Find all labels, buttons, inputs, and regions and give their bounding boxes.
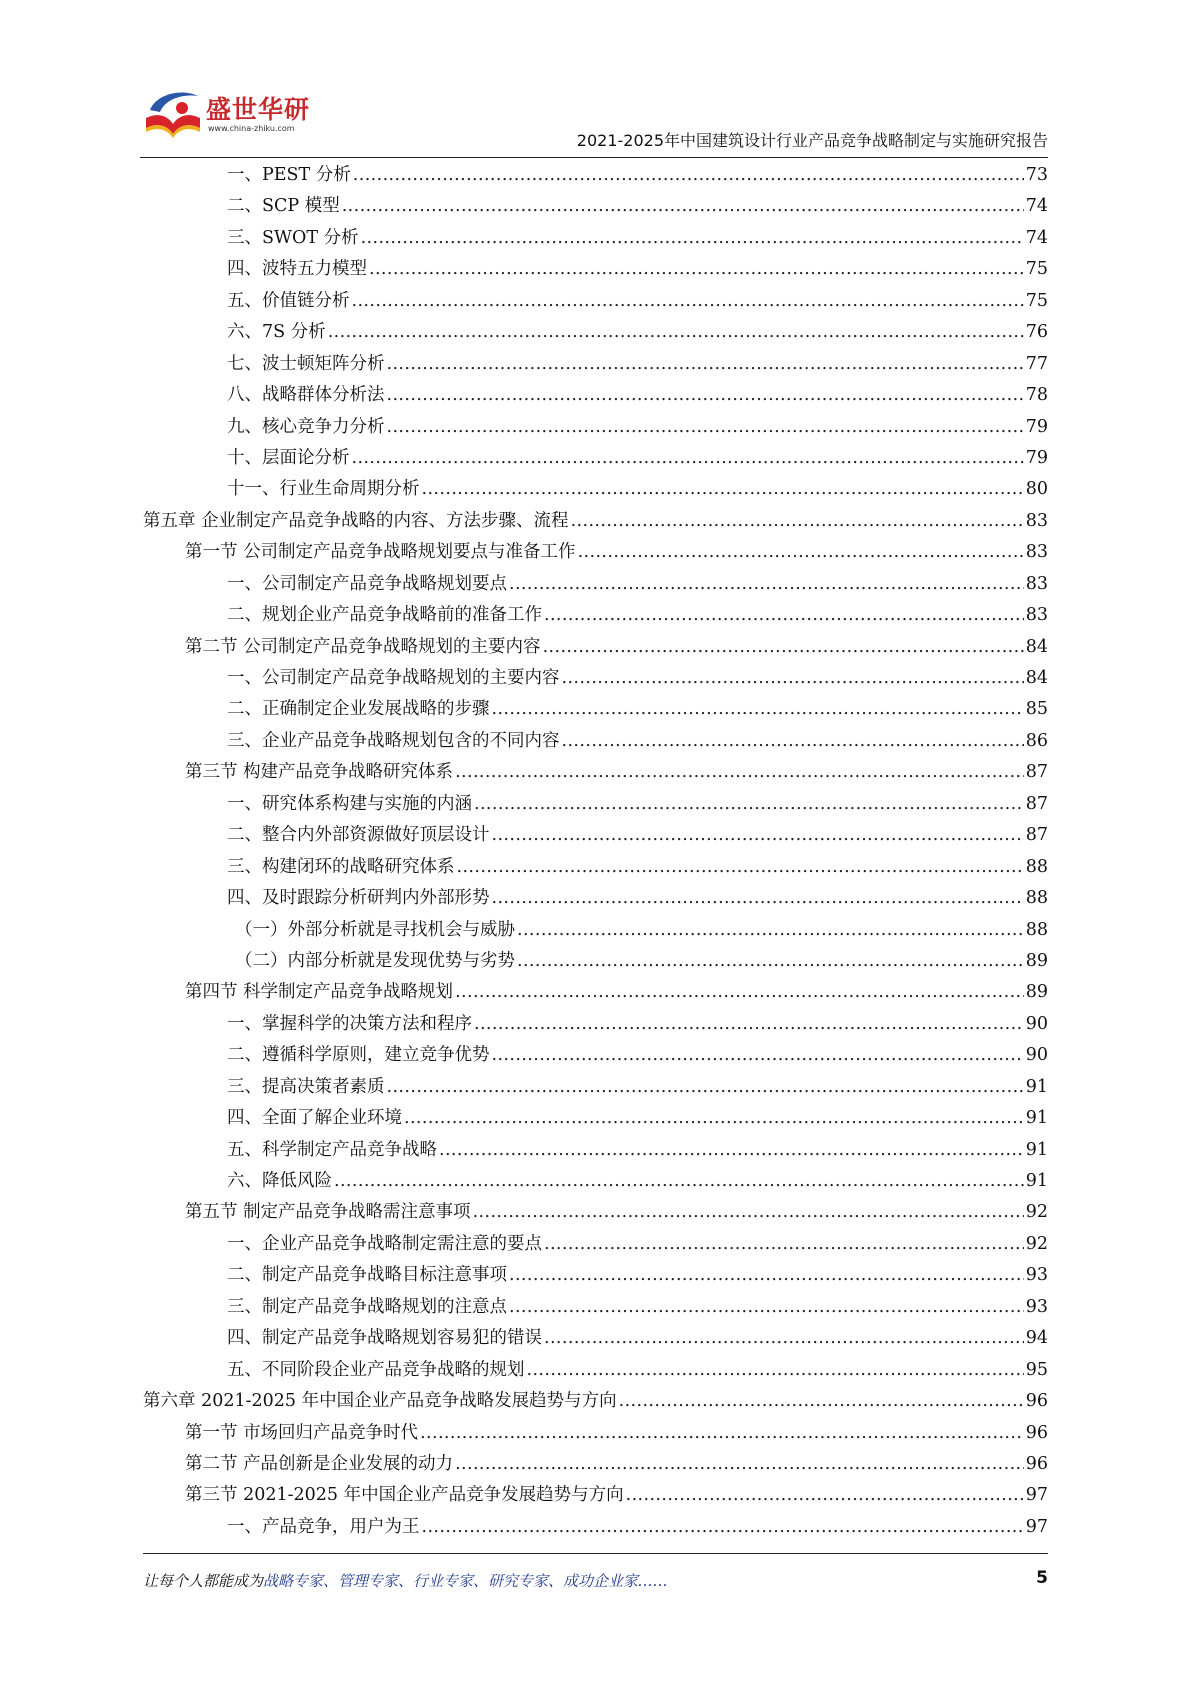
toc-leader-dots (509, 569, 1024, 600)
toc-entry-page: 89 (1025, 982, 1048, 1003)
toc-entry-title: （一）外部分析就是寻找机会与威胁 (235, 919, 515, 940)
toc-entry-title: 三、企业产品竞争战略规划包含的不同内容 (227, 730, 560, 751)
slogan-prefix: 让每个人都能成为 (143, 1572, 264, 1590)
toc-entry-title: 第五章 企业制定产品竞争战略的内容、方法步骤、流程 (143, 510, 569, 531)
toc-entry-title: 六、7S 分析 (227, 322, 326, 343)
toc-entry[interactable] (143, 1480, 1048, 1511)
toc-entry-page: 74 (1025, 196, 1048, 217)
toc-leader-dots (509, 1260, 1024, 1291)
toc-entry-page: 96 (1025, 1422, 1048, 1443)
toc-entry[interactable] (143, 1040, 1048, 1071)
toc-entry[interactable] (143, 915, 1048, 946)
toc-leader-dots (455, 1449, 1024, 1480)
toc-entry[interactable] (143, 160, 1048, 191)
toc-entry-title: 二、制定产品竞争战略目标注意事项 (227, 1265, 507, 1286)
toc-entry-title: 第二节 公司制定产品竞争战略规划的主要内容 (185, 636, 541, 657)
toc-entry[interactable] (143, 1197, 1048, 1228)
toc-entry[interactable] (143, 349, 1048, 380)
toc-entry[interactable] (143, 1166, 1048, 1197)
company-logo (140, 84, 320, 144)
toc-entry-page: 88 (1025, 888, 1048, 909)
toc-entry[interactable] (143, 1292, 1048, 1323)
toc-entry[interactable] (143, 1135, 1048, 1166)
toc-entry-page: 83 (1025, 510, 1048, 531)
toc-entry-title: 二、正确制定企业发展战略的步骤 (227, 699, 490, 720)
toc-entry[interactable] (143, 946, 1048, 977)
toc-entry-page: 92 (1025, 1233, 1048, 1254)
toc-entry-page: 86 (1025, 730, 1048, 751)
toc-entry[interactable] (143, 474, 1048, 505)
toc-entry-page: 79 (1025, 447, 1048, 468)
toc-leader-dots (342, 191, 1024, 222)
toc-leader-dots (492, 694, 1024, 725)
toc-leader-dots (543, 632, 1024, 663)
logo-name: 盛世华研 (206, 95, 311, 124)
toc-entry[interactable] (143, 726, 1048, 757)
toc-entry-page: 95 (1025, 1359, 1048, 1380)
toc-entry-title: 一、研究体系构建与实施的内涵 (227, 793, 472, 814)
toc-entry-page: 94 (1025, 1328, 1048, 1349)
toc-entry-page: 92 (1025, 1202, 1048, 1223)
toc-entry-title: 第五节 制定产品竞争战略需注意事项 (185, 1202, 471, 1223)
toc-entry[interactable] (143, 632, 1048, 663)
toc-entry[interactable] (143, 820, 1048, 851)
toc-entry[interactable] (143, 412, 1048, 443)
toc-leader-dots (517, 946, 1024, 977)
toc-leader-dots (387, 1072, 1024, 1103)
toc-entry-title: 八、战略群体分析法 (227, 385, 385, 406)
toc-entry-page: 88 (1025, 856, 1048, 877)
toc-entry-title: 三、提高决策者素质 (227, 1076, 385, 1097)
toc-leader-dots (473, 1197, 1024, 1228)
toc-entry-title: 四、及时跟踪分析研判内外部形势 (227, 888, 490, 909)
toc-entry-page: 75 (1025, 259, 1048, 280)
toc-leader-dots (619, 1386, 1024, 1417)
toc-entry-title: 第一节 公司制定产品竞争战略规划要点与准备工作 (185, 542, 576, 563)
toc-entry-title: 三、制定产品竞争战略规划的注意点 (227, 1296, 507, 1317)
toc-entry-page: 74 (1025, 227, 1048, 248)
toc-leader-dots (474, 1009, 1024, 1040)
page-number: 5 (1036, 1568, 1048, 1588)
toc-entry-title: 二、规划企业产品竞争战略前的准备工作 (227, 605, 542, 626)
toc-leader-dots (352, 443, 1024, 474)
toc-leader-dots (439, 1135, 1024, 1166)
toc-entry-title: 一、企业产品竞争战略制定需注意的要点 (227, 1233, 542, 1254)
toc-entry-page: 87 (1025, 793, 1048, 814)
toc-leader-dots (544, 1229, 1024, 1260)
toc-entry-title: （二）内部分析就是发现优势与劣势 (235, 950, 515, 971)
toc-entry-page: 96 (1025, 1453, 1048, 1474)
toc-entry-page: 83 (1025, 542, 1048, 563)
toc-leader-dots (578, 537, 1024, 568)
table-of-contents (143, 160, 1048, 1543)
toc-entry-page: 88 (1025, 919, 1048, 940)
toc-entry-title: 第二节 产品创新是企业发展的动力 (185, 1453, 454, 1474)
toc-entry[interactable] (143, 569, 1048, 600)
toc-entry-title: 十、层面论分析 (227, 447, 350, 468)
toc-entry[interactable] (143, 852, 1048, 883)
page-header (140, 78, 1048, 158)
toc-entry-page: 75 (1025, 290, 1048, 311)
toc-entry-page: 83 (1025, 573, 1048, 594)
toc-entry-page: 91 (1025, 1139, 1048, 1160)
toc-entry-title: 第一节 市场回归产品竞争时代 (185, 1422, 419, 1443)
toc-entry[interactable] (143, 1229, 1048, 1260)
toc-leader-dots (422, 1512, 1024, 1543)
toc-leader-dots (422, 474, 1024, 505)
toc-entry[interactable] (143, 286, 1048, 317)
toc-entry[interactable] (143, 254, 1048, 285)
toc-entry-title: 五、不同阶段企业产品竞争战略的规划 (227, 1359, 525, 1380)
report-title: 2021-2025年中国建筑设计行业产品竞争战略制定与实施研究报告 (576, 131, 1048, 150)
toc-entry-page: 91 (1025, 1108, 1048, 1129)
toc-entry[interactable] (143, 223, 1048, 254)
toc-entry-page: 96 (1025, 1391, 1048, 1412)
toc-leader-dots (369, 254, 1024, 285)
toc-entry-page: 97 (1025, 1485, 1048, 1506)
toc-entry[interactable] (143, 191, 1048, 222)
toc-entry[interactable] (143, 1009, 1048, 1040)
toc-leader-dots (420, 1418, 1024, 1449)
toc-leader-dots (353, 160, 1024, 191)
toc-leader-dots (626, 1480, 1024, 1511)
toc-entry-title: 一、公司制定产品竞争战略规划的主要内容 (227, 668, 560, 688)
toc-leader-dots (474, 789, 1024, 820)
toc-leader-dots (509, 1292, 1024, 1323)
toc-leader-dots (361, 223, 1024, 254)
toc-entry-title: 第六章 2021-2025 年中国企业产品竞争战略发展趋势与方向 (143, 1391, 617, 1412)
toc-leader-dots (544, 600, 1024, 631)
toc-leader-dots (455, 977, 1024, 1008)
toc-entry[interactable] (143, 1418, 1048, 1449)
toc-entry[interactable] (143, 757, 1048, 788)
toc-leader-dots (571, 506, 1024, 537)
toc-entry-page: 93 (1025, 1265, 1048, 1286)
toc-leader-dots (334, 1166, 1024, 1197)
footer-divider (143, 1553, 1048, 1554)
toc-entry-page: 83 (1025, 605, 1048, 626)
toc-entry-page: 93 (1025, 1296, 1048, 1317)
toc-entry[interactable] (143, 1323, 1048, 1354)
toc-entry[interactable] (143, 789, 1048, 820)
toc-entry-title: 一、公司制定产品竞争战略规划要点 (227, 573, 507, 594)
toc-entry[interactable] (143, 1355, 1048, 1386)
toc-entry[interactable] (143, 443, 1048, 474)
toc-entry-page: 73 (1025, 165, 1048, 185)
toc-entry[interactable] (143, 694, 1048, 725)
toc-entry-page: 85 (1025, 699, 1048, 720)
toc-entry-page: 90 (1025, 1013, 1048, 1034)
toc-entry[interactable] (143, 1449, 1048, 1480)
toc-entry-page: 84 (1025, 636, 1048, 657)
toc-leader-dots (562, 726, 1024, 757)
toc-entry-title: 四、波特五力模型 (227, 259, 367, 280)
footer-slogan (143, 1570, 668, 1591)
toc-entry-title: 第三节 构建产品竞争战略研究体系 (185, 762, 454, 783)
toc-entry-title: 三、SWOT 分析 (227, 227, 359, 248)
toc-entry-title: 六、降低风险 (227, 1171, 332, 1191)
toc-entry[interactable] (143, 1072, 1048, 1103)
toc-entry[interactable] (143, 380, 1048, 411)
toc-entry-title: 四、全面了解企业环境 (227, 1108, 402, 1129)
toc-entry[interactable] (143, 1386, 1048, 1417)
toc-entry-page: 91 (1025, 1171, 1048, 1191)
toc-entry-title: 第四节 科学制定产品竞争战略规划 (185, 982, 454, 1003)
toc-entry-title: 第三节 2021-2025 年中国企业产品竞争发展趋势与方向 (185, 1485, 624, 1506)
toc-leader-dots (387, 380, 1024, 411)
toc-entry[interactable] (143, 1512, 1048, 1543)
toc-entry-page: 80 (1025, 479, 1048, 500)
toc-entry-page: 84 (1025, 668, 1048, 688)
toc-leader-dots (492, 1040, 1024, 1071)
toc-entry-title: 四、制定产品竞争战略规划容易犯的错误 (227, 1328, 542, 1349)
toc-leader-dots (352, 286, 1024, 317)
toc-entry-page: 90 (1025, 1045, 1048, 1066)
toc-entry-page: 87 (1025, 762, 1048, 783)
toc-entry[interactable] (143, 663, 1048, 694)
toc-entry-page: 76 (1025, 322, 1048, 343)
toc-entry-page: 87 (1025, 825, 1048, 846)
toc-leader-dots (517, 915, 1024, 946)
toc-leader-dots (457, 852, 1024, 883)
toc-entry-title: 一、产品竞争，用户为王 (227, 1516, 420, 1537)
toc-entry-page: 79 (1025, 416, 1048, 437)
toc-entry-title: 九、核心竞争力分析 (227, 416, 385, 437)
toc-entry[interactable] (143, 1260, 1048, 1291)
toc-leader-dots (455, 757, 1024, 788)
toc-entry[interactable] (143, 600, 1048, 631)
toc-entry-page: 97 (1025, 1516, 1048, 1537)
toc-leader-dots (562, 663, 1024, 694)
logo-book-icon (142, 88, 204, 142)
toc-leader-dots (387, 349, 1024, 380)
toc-leader-dots (527, 1355, 1024, 1386)
toc-entry-title: 十一、行业生命周期分析 (227, 479, 420, 500)
toc-leader-dots (492, 820, 1024, 851)
toc-entry[interactable] (143, 506, 1048, 537)
toc-leader-dots (328, 317, 1024, 348)
header-divider (140, 157, 1048, 158)
toc-entry-title: 二、遵循科学原则，建立竞争优势 (227, 1045, 490, 1066)
toc-entry-title: 五、科学制定产品竞争战略 (227, 1139, 437, 1160)
toc-entry[interactable] (143, 977, 1048, 1008)
toc-entry-page: 89 (1025, 950, 1048, 971)
toc-entry-title: 二、SCP 模型 (227, 196, 340, 217)
toc-entry-title: 一、掌握科学的决策方法和程序 (227, 1013, 472, 1034)
toc-entry-title: 五、价值链分析 (227, 290, 350, 311)
slogan-highlight: 战略专家、管理专家、行业专家、研究专家、成功企业家…… (263, 1572, 669, 1590)
toc-entry-page: 78 (1025, 385, 1048, 406)
toc-entry[interactable] (143, 317, 1048, 348)
toc-leader-dots (387, 412, 1024, 443)
toc-entry-page: 91 (1025, 1076, 1048, 1097)
toc-entry-title: 二、整合内外部资源做好顶层设计 (227, 825, 490, 846)
toc-entry-title: 七、波士顿矩阵分析 (227, 353, 385, 374)
toc-leader-dots (404, 1103, 1024, 1134)
toc-leader-dots (544, 1323, 1024, 1354)
toc-entry-page: 77 (1025, 353, 1048, 374)
toc-entry[interactable] (143, 537, 1048, 568)
toc-entry[interactable] (143, 883, 1048, 914)
toc-entry[interactable] (143, 1103, 1048, 1134)
toc-entry-title: 三、构建闭环的战略研究体系 (227, 856, 455, 877)
toc-entry-title: 一、PEST 分析 (227, 165, 351, 185)
logo-url: www.china-zhiku.com (208, 124, 295, 133)
toc-leader-dots (492, 883, 1024, 914)
